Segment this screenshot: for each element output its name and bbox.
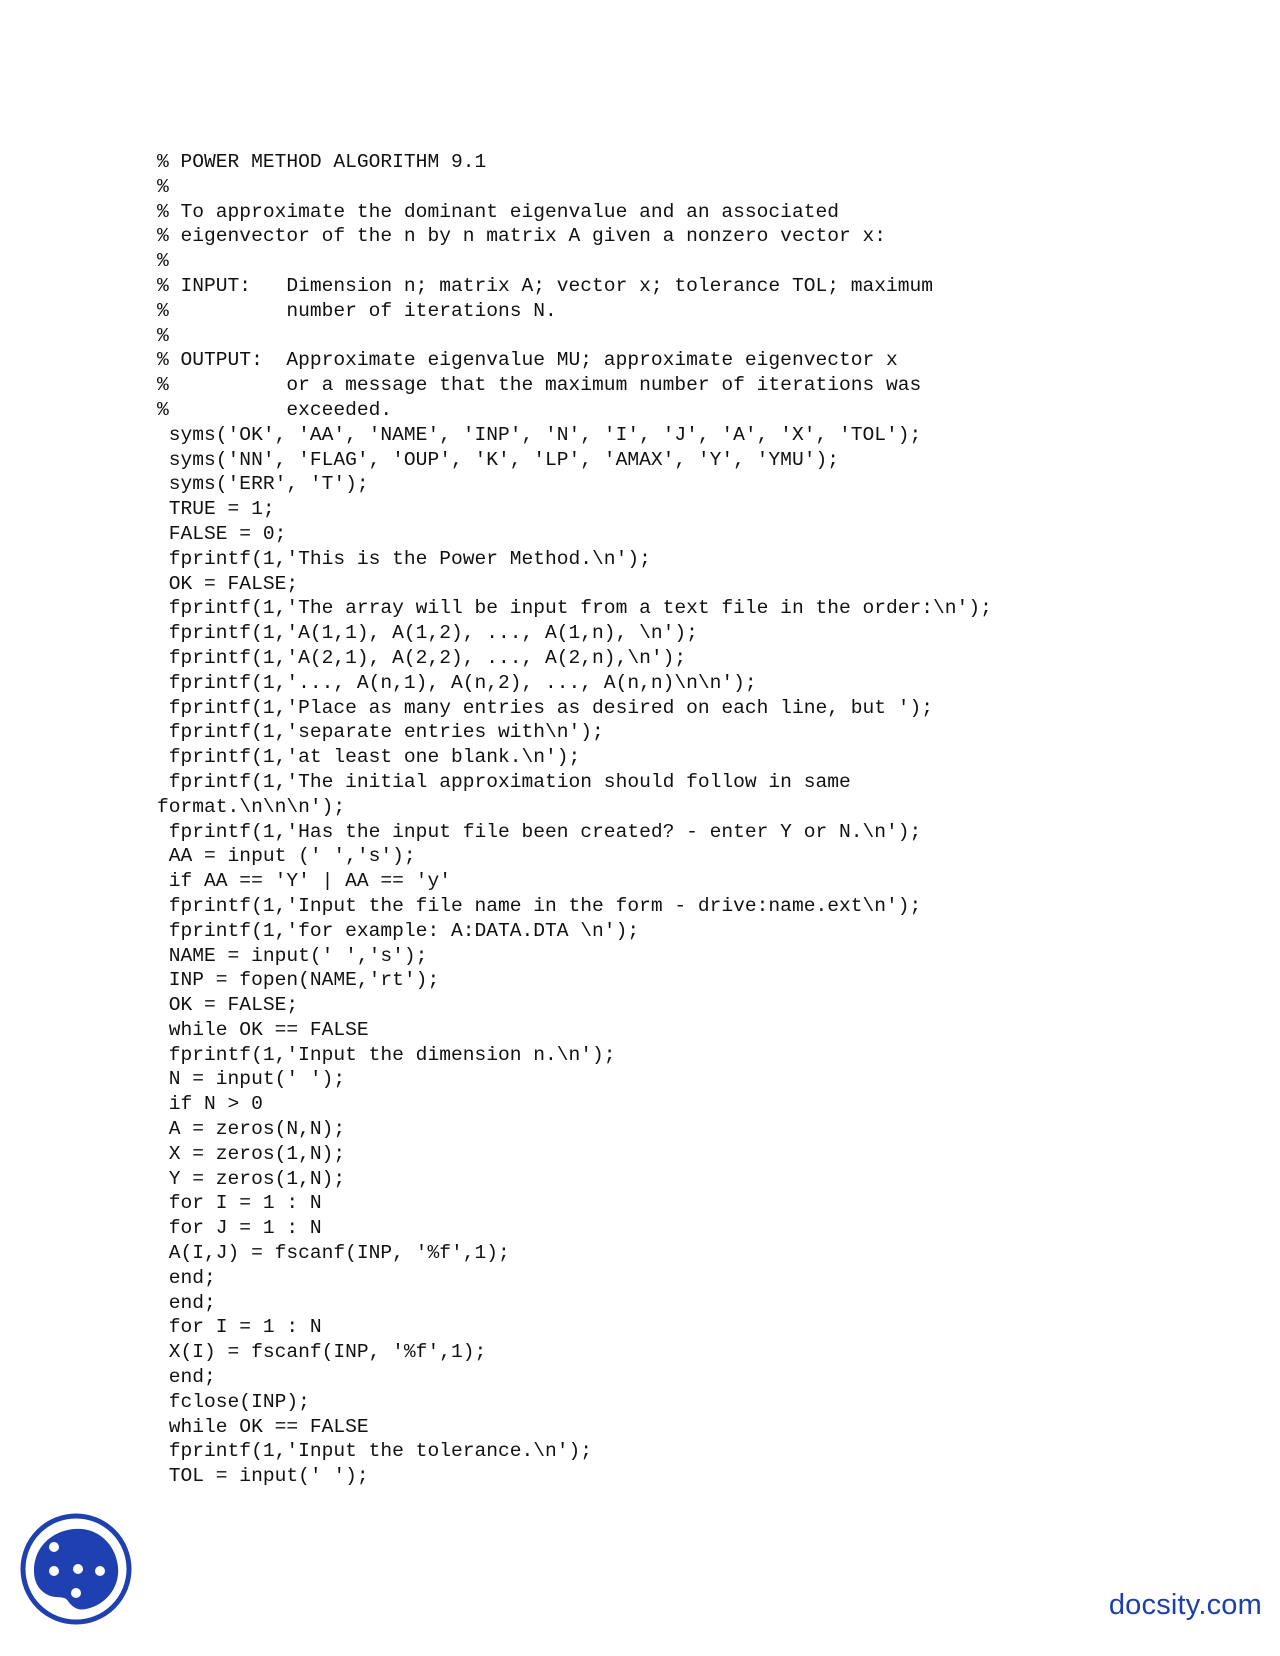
code-line: fprintf(1,'separate entries with\n');	[157, 721, 604, 744]
code-line: X = zeros(1,N);	[157, 1142, 346, 1165]
code-line: % eigenvector of the n by n matrix A given a nonzero vector x:	[157, 225, 887, 248]
code-line: % INPUT: Dimension n; matrix A; vector x; tolerance TOL; maximum	[157, 274, 934, 297]
code-line: % exceeded.	[157, 398, 393, 421]
code-line: Y = zeros(1,N);	[157, 1167, 346, 1190]
brand-text[interactable]: docsity.com	[1108, 1589, 1262, 1621]
code-line: N = input(' ');	[157, 1068, 346, 1091]
code-line: fprintf(1,'This is the Power Method.\n');	[157, 547, 651, 570]
code-line: fprintf(1,'A(2,1), A(2,2), ..., A(2,n),\n');	[157, 646, 687, 669]
code-line: %	[157, 324, 169, 347]
code-line: end;	[157, 1366, 216, 1389]
code-line: for I = 1 : N	[157, 1316, 322, 1339]
code-line: NAME = input(' ','s');	[157, 944, 428, 967]
code-line: TRUE = 1;	[157, 498, 275, 521]
code-line: end;	[157, 1291, 216, 1314]
code-line: % number of iterations N.	[157, 299, 557, 322]
code-line: fclose(INP);	[157, 1390, 310, 1413]
code-line: format.\n\n\n');	[157, 795, 346, 818]
code-line: %	[157, 175, 169, 198]
code-line: for I = 1 : N	[157, 1192, 322, 1215]
code-line: for J = 1 : N	[157, 1217, 322, 1240]
code-line: % POWER METHOD ALGORITHM 9.1	[157, 151, 487, 173]
code-line: while OK == FALSE	[157, 1018, 369, 1041]
code-line: TOL = input(' ');	[157, 1465, 369, 1488]
code-line: fprintf(1,'..., A(n,1), A(n,2), ..., A(n,n)\n\n');	[157, 671, 757, 694]
code-line: OK = FALSE;	[157, 994, 299, 1017]
code-line: X(I) = fscanf(INP, '%f',1);	[157, 1341, 487, 1364]
code-line: OK = FALSE;	[157, 572, 299, 595]
code-line: A = zeros(N,N);	[157, 1118, 346, 1141]
code-line: syms('OK', 'AA', 'NAME', 'INP', 'N', 'I', 'J', 'A', 'X', 'TOL');	[157, 423, 922, 446]
code-line: %	[157, 250, 169, 273]
code-line: fprintf(1,'The array will be input from a text file in the order:\n');	[157, 597, 992, 620]
code-line: fprintf(1,'Input the tolerance.\n');	[157, 1440, 593, 1463]
code-line: fprintf(1,'Place as many entries as desired on each line, but ');	[157, 696, 934, 719]
code-line: end;	[157, 1266, 216, 1289]
code-line: fprintf(1,'at least one blank.\n');	[157, 746, 581, 769]
code-line: fprintf(1,'for example: A:DATA.DTA \n');	[157, 919, 640, 942]
code-line: % OUTPUT: Approximate eigenvalue MU; approximate eigenvector x	[157, 349, 898, 372]
code-line: % or a message that the maximum number of iterations was	[157, 374, 922, 397]
code-line: % To approximate the dominant eigenvalue and an associated	[157, 200, 839, 223]
code-line: INP = fopen(NAME,'rt');	[157, 969, 440, 992]
code-line: fprintf(1,'Input the dimension n.\n');	[157, 1043, 616, 1066]
code-listing	[157, 150, 1157, 1489]
code-line: if AA == 'Y' | AA == 'y'	[157, 870, 451, 893]
code-line: fprintf(1,'The initial approximation should follow in same	[157, 770, 851, 793]
code-line: syms('NN', 'FLAG', 'OUP', 'K', 'LP', 'AMAX', 'Y', 'YMU');	[157, 448, 839, 471]
docsity-logo-icon	[20, 1513, 132, 1625]
code-line: if N > 0	[157, 1093, 263, 1116]
code-line: fprintf(1,'A(1,1), A(1,2), ..., A(1,n), \n');	[157, 622, 698, 645]
code-line: fprintf(1,'Input the file name in the form - drive:name.ext\n');	[157, 894, 922, 917]
code-line: fprintf(1,'Has the input file been created? - enter Y or N.\n');	[157, 820, 922, 843]
code-line: while OK == FALSE	[157, 1415, 369, 1438]
code-line: AA = input (' ','s');	[157, 845, 416, 868]
code-line: A(I,J) = fscanf(INP, '%f',1);	[157, 1242, 510, 1265]
code-line: syms('ERR', 'T');	[157, 473, 369, 496]
code-line: FALSE = 0;	[157, 522, 287, 545]
